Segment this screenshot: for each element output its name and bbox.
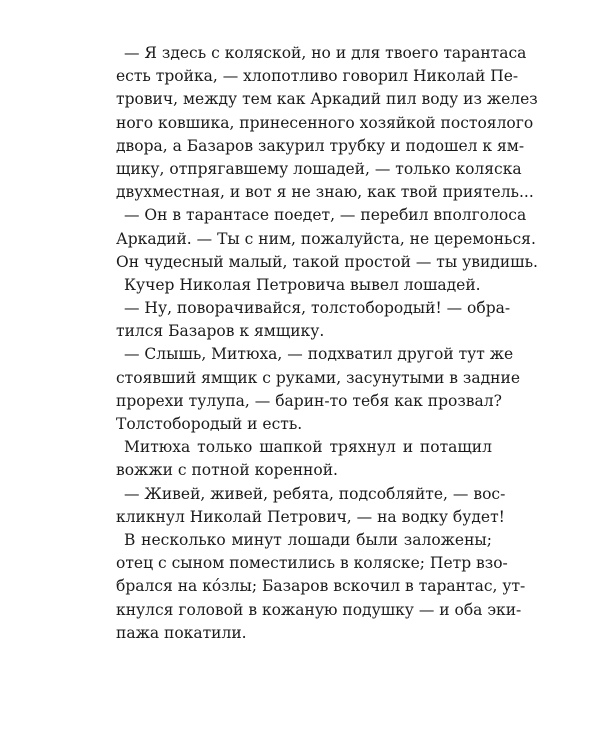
text-line: Он чудесный малый, такой простой — ты увидишь. <box>116 252 538 271</box>
text-line: ного ковшика, принесенного хозяйкой постоялого <box>116 113 534 132</box>
text-line: кнулся головой в кожаную подушку — и оба эки- <box>116 600 522 619</box>
text-line: вожжи с потной коренной. <box>116 461 338 480</box>
text-line: брался на ко́злы; Базаров вскочил в тарантас, ут- <box>116 577 526 596</box>
text-line: двухместная, и вот я не знаю, как твой приятель... <box>116 183 534 202</box>
text-line: пажа покатили. <box>116 623 247 642</box>
text-line: Аркадий. — Ты с ним, пожалуйста, не церемонься. <box>116 229 536 248</box>
text-line: кликнул Николай Петрович, — на водку будет! <box>116 507 505 526</box>
text-line: — Я здесь с коляской, но и для твоего тарантаса <box>124 44 527 62</box>
text-line: стоявший ямщик с руками, засунутыми в задние <box>116 368 520 387</box>
text-line: есть тройка, — хлопотливо говорил Николай Пе- <box>116 67 519 86</box>
text-line: — Ну, поворачивайся, толстобородый! — обра- <box>124 299 511 318</box>
text-line: Толстобородый и есть. <box>116 415 303 433</box>
text-line: щику, отпрягавшему лошадей, — только коляска <box>116 159 522 178</box>
text-line: трович, между тем как Аркадий пил воду из желез <box>116 90 538 109</box>
text-line: — Живей, живей, ребята, подсобляйте, — вос- <box>124 484 506 503</box>
text-line: — Он в тарантасе поедет, — перебил вполголоса <box>124 206 527 225</box>
text-line: двора, а Базаров закурил трубку и подошел к ям- <box>116 136 525 155</box>
text-line: прорехи тулупа, — барин-то тебя как прозвал? <box>116 391 502 410</box>
text-line: В несколько минут лошади были заложены; <box>124 530 492 549</box>
text-line: — Слышь, Митюха, — подхватил другой тут же <box>124 345 514 364</box>
text-line: Кучер Николая Петровича вывел лошадей. <box>124 275 481 294</box>
text-line: Митюха только шапкой тряхнул и потащил <box>124 438 492 457</box>
body-text <box>116 42 538 645</box>
text-line: отец с сыном поместились в коляске; Петр взо- <box>116 554 508 573</box>
text-line: тился Базаров к ямщику. <box>116 322 325 341</box>
